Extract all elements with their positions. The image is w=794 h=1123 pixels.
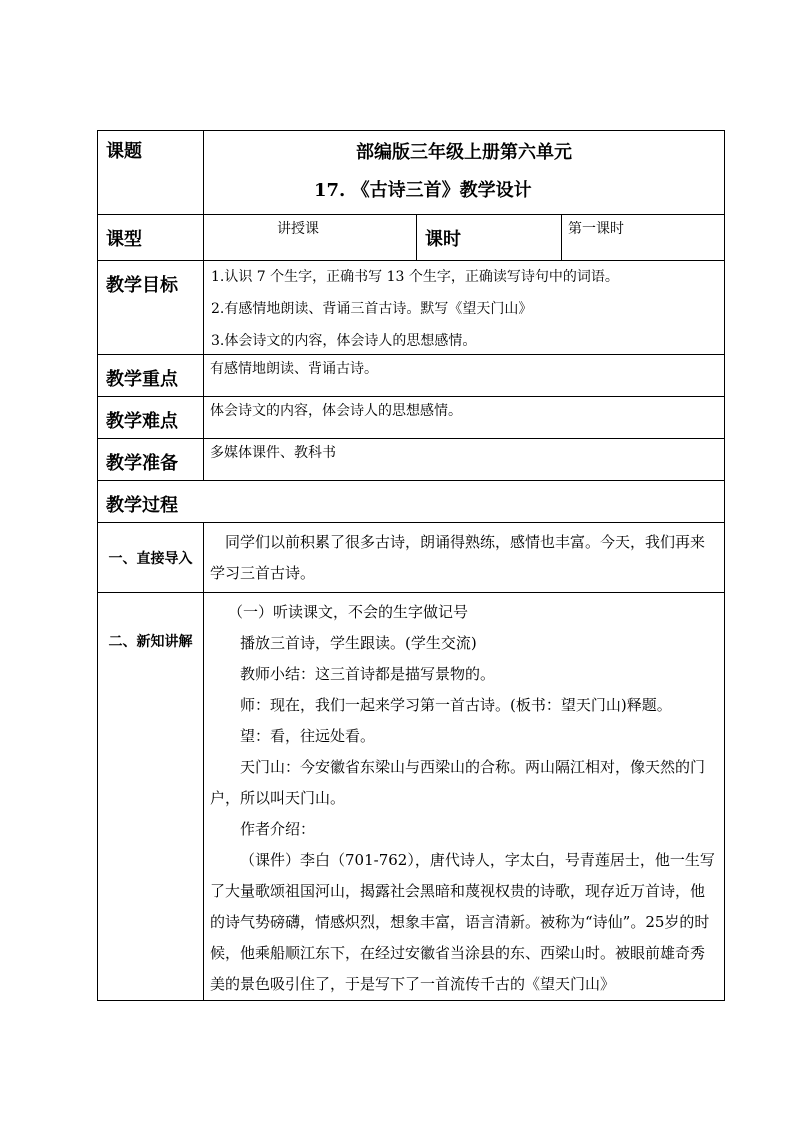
row-intro bbox=[98, 523, 725, 593]
label-type: 课型 bbox=[106, 229, 142, 250]
cell-key-points-label bbox=[98, 355, 204, 397]
label-intro: 一、直接导入 bbox=[108, 550, 193, 567]
label-preparation: 教学准备 bbox=[106, 453, 178, 474]
cell-goals-label bbox=[98, 261, 204, 355]
label-difficulties: 教学难点 bbox=[106, 411, 178, 432]
cell-type-label bbox=[98, 215, 204, 261]
paragraph-3: 教师小结：这三首诗都是描写景物的。 bbox=[240, 665, 496, 683]
paragraph-7: 作者介绍： bbox=[240, 820, 316, 838]
paragraph-6: 天门山：今安徽省东梁山与西梁山的合称。两山隔江相对，像天然的门户，所以叫天门山。 bbox=[210, 758, 706, 807]
title-line-1: 部编版三年级上册第六单元 bbox=[356, 142, 572, 163]
cell-topic-label bbox=[98, 131, 204, 215]
paragraph-2: 播放三首诗，学生跟读。(学生交流) bbox=[240, 634, 477, 652]
cell-period-value bbox=[562, 215, 725, 261]
cell-process-header bbox=[98, 481, 725, 523]
key-points-value: 有感情地朗读、背诵古诗。 bbox=[210, 361, 378, 377]
intro-text: 同学们以前积累了很多古诗，朗诵得熟练，感情也丰富。今天，我们再来学习三首古诗。 bbox=[210, 533, 706, 582]
title-line-2: 17. 《古诗三首》教学设计 bbox=[314, 180, 532, 201]
row-key-points bbox=[98, 355, 725, 397]
paragraph-1: （一）听读课文，不会的生字做记号 bbox=[228, 603, 469, 621]
cell-preparation-label bbox=[98, 439, 204, 481]
paragraph-4: 师：现在，我们一起来学习第一首古诗。(板书：望天门山)释题。 bbox=[240, 696, 672, 714]
cell-preparation-value bbox=[204, 439, 725, 481]
cell-intro-value bbox=[204, 523, 725, 593]
row-process-header bbox=[98, 481, 725, 523]
row-topic bbox=[98, 131, 725, 215]
cell-difficulties-value bbox=[204, 397, 725, 439]
cell-goals-value bbox=[204, 261, 725, 355]
cell-difficulties-label bbox=[98, 397, 204, 439]
row-type bbox=[98, 215, 725, 261]
paragraph-5: 望：看，往远处看。 bbox=[240, 727, 376, 745]
paragraph-8: （课件）李白（701-762），唐代诗人，字太白，号青莲居士，他一生写了大量歌颂祖国河山，揭露社会黑暗和蔑视权贵的诗歌，现存近万首诗，他的诗气势磅礴，情感炽烈，想象丰富，语言清新。被称为“诗仙”。25岁的时候，他乘船顺江东下，在经过安徽省当涂县的东、西梁山时。被眼前雄奇秀美的景色吸引住了，于是写下了一首流传千古的《望天门山》 bbox=[210, 851, 715, 993]
label-new-knowledge: 二、新知讲解 bbox=[108, 634, 193, 650]
preparation-value: 多媒体课件、教科书 bbox=[210, 445, 336, 461]
row-new-knowledge bbox=[98, 593, 725, 1001]
row-difficulties bbox=[98, 397, 725, 439]
row-preparation bbox=[98, 439, 725, 481]
cell-new-knowledge-value bbox=[204, 593, 725, 1001]
label-key-points: 教学重点 bbox=[106, 369, 178, 390]
difficulties-value: 体会诗文的内容，体会诗人的思想感情。 bbox=[210, 403, 462, 419]
goal-item-1: 1.认识 7 个生字，正确书写 13 个生字，正确读写诗句中的词语。 bbox=[211, 269, 619, 285]
label-topic: 课题 bbox=[106, 141, 142, 162]
cell-type-value bbox=[204, 215, 417, 261]
period-value: 第一课时 bbox=[568, 221, 624, 237]
cell-period-label bbox=[417, 215, 562, 261]
label-period: 课时 bbox=[425, 229, 461, 250]
label-goals: 教学目标 bbox=[106, 275, 178, 296]
row-goals bbox=[98, 261, 725, 355]
goal-item-2: 2.有感情地朗读、背诵三首古诗。默写《望天门山》 bbox=[211, 301, 533, 317]
lesson-plan-table bbox=[97, 130, 725, 1001]
type-value: 讲授课 bbox=[277, 221, 319, 237]
cell-intro-label bbox=[98, 523, 204, 593]
cell-key-points-value bbox=[204, 355, 725, 397]
label-process: 教学过程 bbox=[106, 495, 178, 516]
cell-topic-value bbox=[204, 131, 725, 215]
cell-new-knowledge-label bbox=[98, 593, 204, 1001]
goal-item-3: 3.体会诗文的内容，体会诗人的思想感情。 bbox=[211, 333, 477, 349]
